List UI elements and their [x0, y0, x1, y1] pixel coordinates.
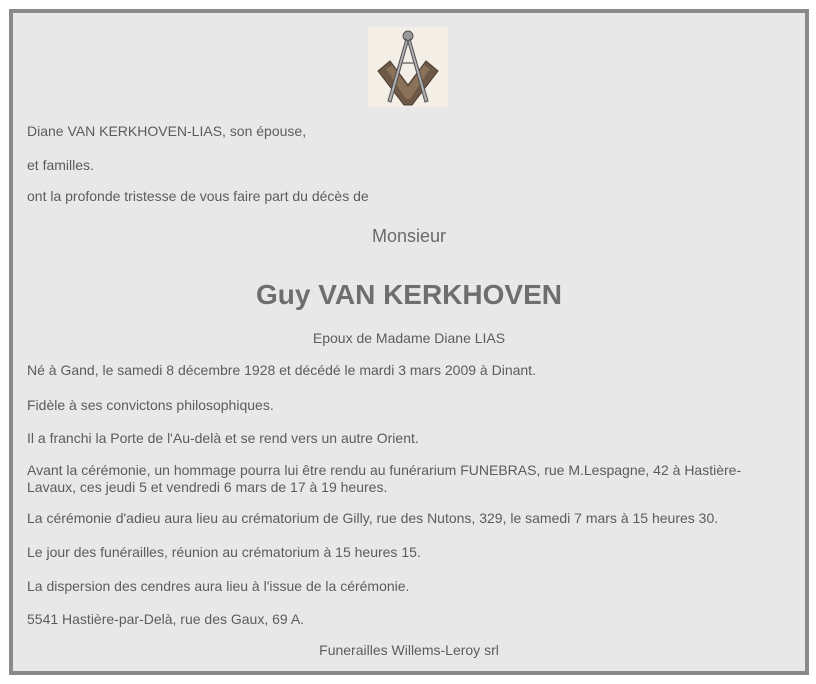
deceased-title: Monsieur — [371, 226, 447, 246]
ceremony-paragraph: La cérémonie d'adieu aura lieu au crématorium de Gilly, rue des Nutons, 329, le samedi 7 mars à 15 heures 30. — [27, 510, 719, 526]
intro-announcement-line: ont la profonde tristesse de vous faire part du décès de — [27, 188, 369, 204]
orient-paragraph: Il a franchi la Porte de l'Au-delà et se rend vers un autre Orient. — [27, 430, 419, 446]
tribute-paragraph: Avant la cérémonie, un hommage pourra lui être rendu au funérarium FUNEBRAS, rue M.Lespagne, 42 à Hastière-Lavaux, ces jeudi 5 et vendredi 6 mars de 17 à 19 heures. — [27, 462, 742, 495]
intro-family-line: et familles. — [27, 157, 94, 173]
meeting-paragraph: Le jour des funérailles, réunion au crématorium à 15 heures 15. — [27, 544, 421, 560]
deceased-name: Guy VAN KERKHOVEN — [256, 279, 562, 310]
square-and-compasses-icon — [368, 27, 448, 107]
intro-spouse-line: Diane VAN KERKHOVEN-LIAS, son épouse, — [27, 123, 307, 139]
address-paragraph: 5541 Hastière-par-Delà, rue des Gaux, 69 A. — [27, 611, 305, 627]
spouse-line: Epoux de Madame Diane LIAS — [312, 330, 506, 346]
obituary-notice — [9, 9, 809, 675]
funeral-home-footer: Funerailles Willems-Leroy srl — [319, 642, 499, 658]
ashes-paragraph: La dispersion des cendres aura lieu à l'issue de la cérémonie. — [27, 578, 410, 594]
convictions-paragraph: Fidèle à ses convictons philosophiques. — [27, 397, 274, 413]
birth-death-paragraph: Né à Gand, le samedi 8 décembre 1928 et décédé le mardi 3 mars 2009 à Dinant. — [27, 362, 536, 378]
